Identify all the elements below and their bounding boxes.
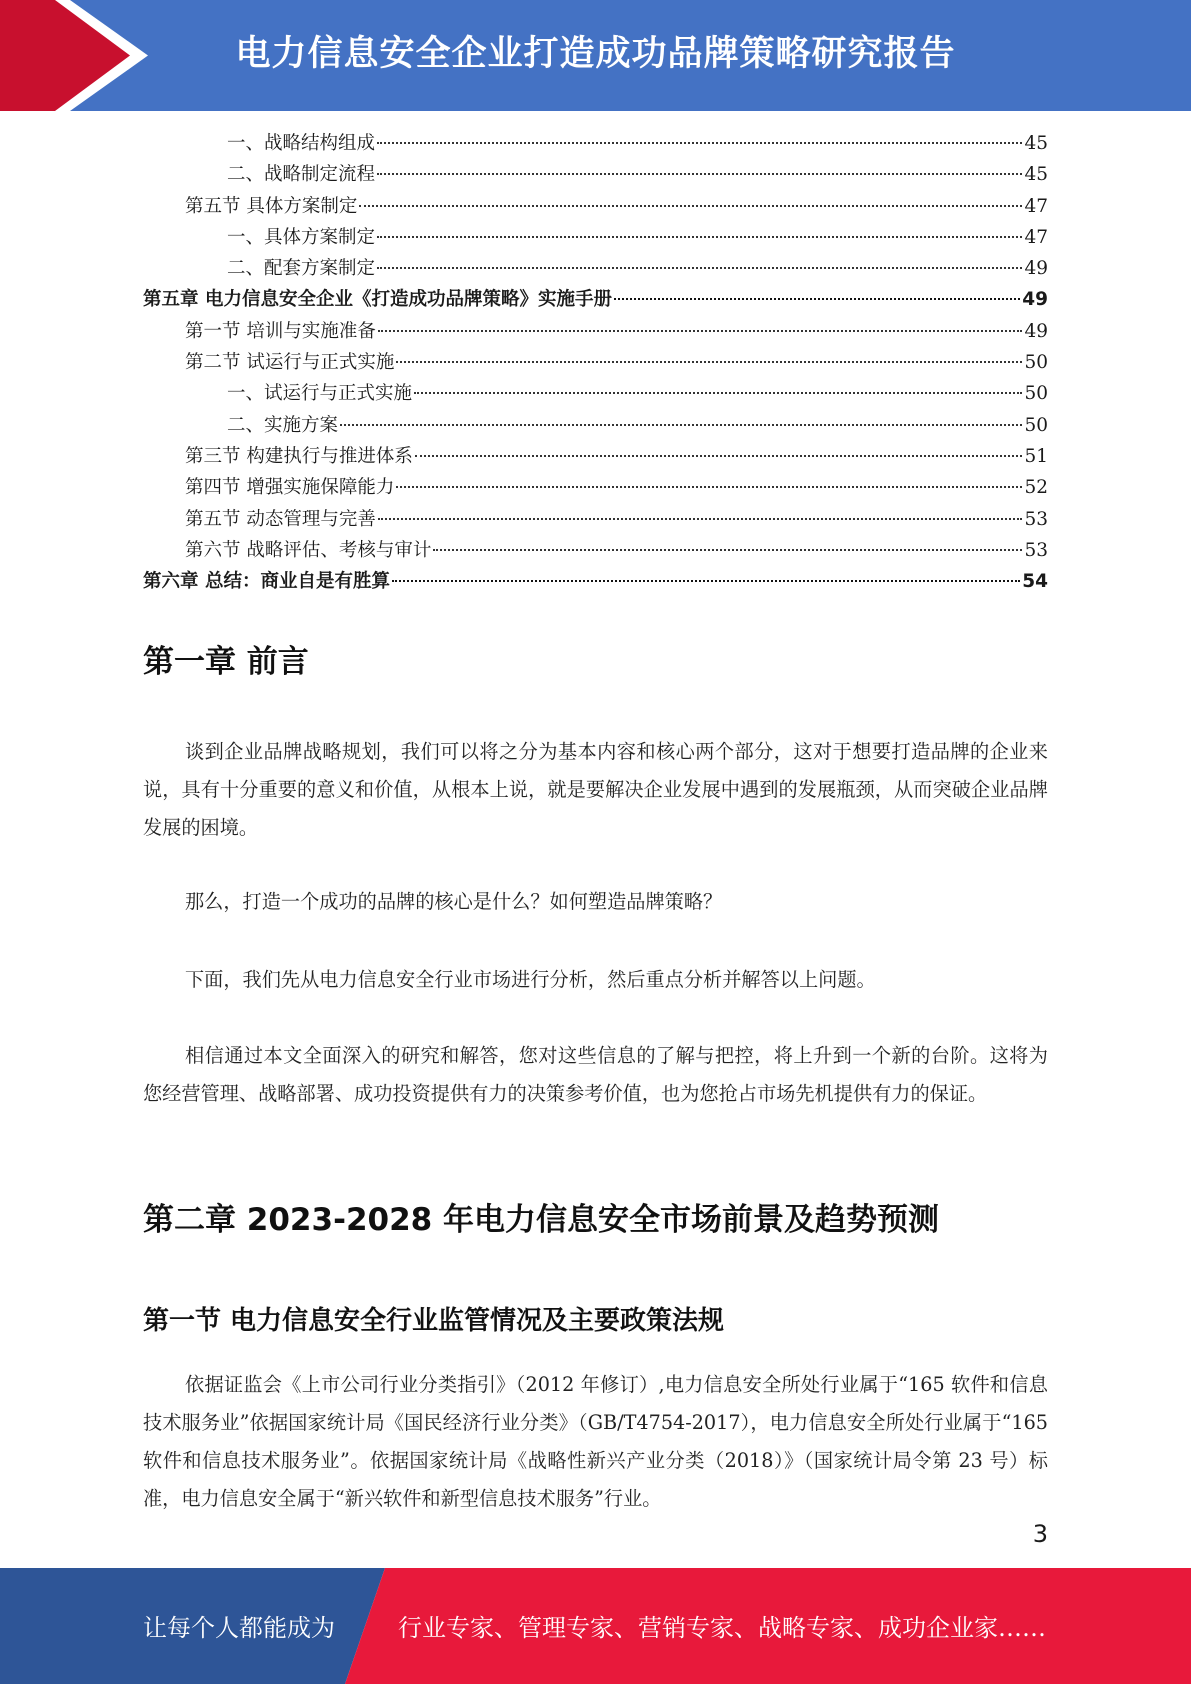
toc-entry-page: 49 [1024, 258, 1048, 280]
toc-entry[interactable] [143, 316, 1048, 347]
toc-entry[interactable] [143, 191, 1048, 222]
chapter-2-heading: 第二章 2023-2028 年电力信息安全市场前景及趋势预测 [143, 1202, 940, 1238]
toc-entry-page: 50 [1024, 383, 1048, 405]
toc-leader-dots [396, 486, 1022, 488]
chapter-1-paragraph-4: 相信通过本文全面深入的研究和解答，您对这些信息的了解与把控，将上升到一个新的台阶。这将为您经营管理、战略部署、成功投资提供有力的决策参考价值，也为您抢占市场先机提供有力的保证。 [143, 1044, 1048, 1105]
toc-leader-dots [392, 580, 1020, 582]
toc-entry-chapter[interactable] [143, 284, 1048, 315]
chapter-1-paragraph-3: 下面，我们先从电力信息安全行业市场进行分析，然后重点分析并解答以上问题。 [185, 968, 876, 991]
chevron-arrow-icon [0, 0, 160, 111]
toc-entry-page: 53 [1024, 539, 1048, 561]
toc-entry[interactable] [143, 222, 1048, 253]
toc-entry-page: 51 [1024, 445, 1048, 467]
toc-entry-page: 52 [1024, 477, 1048, 499]
toc-entry-page: 49 [1022, 289, 1048, 311]
toc-entry-page: 50 [1024, 414, 1048, 436]
footer-band [0, 1568, 1191, 1684]
toc-entry-label: 第五章 电力信息安全企业《打造成功品牌策略》实施手册 [143, 289, 612, 311]
report-title: 电力信息安全企业打造成功品牌策略研究报告 [235, 34, 956, 74]
toc-entry-label: 一、试运行与正式实施 [227, 383, 413, 405]
header-band [0, 0, 1191, 111]
toc-entry-label: 第一节 培训与实施准备 [185, 320, 376, 342]
toc-leader-dots [378, 330, 1023, 332]
toc-entry[interactable] [143, 535, 1048, 566]
toc-entry-page: 53 [1024, 508, 1048, 530]
toc-entry-label: 第六节 战略评估、考核与审计 [185, 539, 432, 561]
toc-entry-chapter[interactable] [143, 566, 1048, 597]
toc-entry[interactable] [143, 378, 1048, 409]
toc-entry-page: 47 [1024, 226, 1048, 248]
chapter-1-paragraph-2: 那么，打造一个成功的品牌的核心是什么？如何塑造品牌策略？ [185, 890, 723, 913]
toc-entry[interactable] [143, 159, 1048, 190]
toc-entry[interactable] [143, 504, 1048, 535]
toc-leader-dots [414, 392, 1022, 394]
toc-leader-dots [614, 298, 1020, 300]
toc-entry-label: 第三节 构建执行与推进体系 [185, 445, 413, 467]
toc-entry-page: 49 [1024, 320, 1048, 342]
toc-entry-page: 45 [1024, 164, 1048, 186]
toc-entry-label: 二、配套方案制定 [227, 258, 376, 280]
toc-leader-dots [340, 424, 1022, 426]
toc-entry[interactable] [143, 253, 1048, 284]
page-number: 3 [1032, 1520, 1048, 1548]
section-1-heading: 第一节 电力信息安全行业监管情况及主要政策法规 [143, 1306, 725, 1336]
toc-entry-label: 二、战略制定流程 [227, 164, 376, 186]
toc-entry-label: 第二节 试运行与正式实施 [185, 352, 395, 374]
chapter-1-heading: 第一章 前言 [143, 644, 309, 680]
toc-entry-page: 45 [1024, 133, 1048, 154]
toc-leader-dots [359, 205, 1022, 207]
toc-entry[interactable] [143, 347, 1048, 378]
toc-entry[interactable] [143, 441, 1048, 472]
section-1-paragraph: 依据证监会《上市公司行业分类指引》（2012 年修订）,电力信息安全所处行业属于“165 软件和信息技术服务业”依据国家统计局《国民经济行业分类》（GB/T4754-2017），电力信息安全所处行业属于“165 软件和信息技术服务业”。依据国家统计局《战略性新兴产业分类（2018）》（国家统计局令第 23 号）标准，电力信息安全属于“新兴软件和新型信息技术服务”行业。 [143, 1373, 1048, 1510]
toc-entry-label: 一、战略结构组成 [227, 133, 376, 154]
toc-leader-dots [378, 518, 1023, 520]
table-of-contents [143, 128, 1048, 597]
toc-entry[interactable] [143, 410, 1048, 441]
toc-entry-label: 第五节 具体方案制定 [185, 195, 358, 217]
toc-entry-label: 第六章 总结：商业自是有胜算 [143, 571, 390, 593]
toc-entry-label: 二、实施方案 [227, 414, 339, 436]
toc-leader-dots [377, 173, 1022, 175]
toc-leader-dots [377, 236, 1022, 238]
footer-slogan-right: 行业专家、管理专家、营销专家、战略专家、成功企业家…… [398, 1614, 1046, 1642]
toc-leader-dots [377, 267, 1022, 269]
toc-entry-label: 一、具体方案制定 [227, 226, 376, 248]
toc-entry-page: 54 [1022, 571, 1048, 593]
toc-leader-dots [396, 361, 1022, 363]
toc-entry-label: 第四节 增强实施保障能力 [185, 477, 395, 499]
toc-leader-dots [433, 549, 1022, 551]
footer-slogan-left: 让每个人都能成为 [143, 1614, 335, 1642]
toc-entry-page: 47 [1024, 195, 1048, 217]
chapter-1-paragraph-1: 谈到企业品牌战略规划，我们可以将之分为基本内容和核心两个部分，这对于想要打造品牌的企业来说，具有十分重要的意义和价值，从根本上说，就是要解决企业发展中遇到的发展瓶颈，从而突破企业品牌发展的困境。 [143, 740, 1048, 839]
toc-leader-dots [415, 455, 1023, 457]
toc-entry[interactable] [143, 472, 1048, 503]
toc-leader-dots [377, 142, 1022, 144]
toc-entry[interactable] [143, 128, 1048, 159]
toc-entry-page: 50 [1024, 352, 1048, 374]
toc-entry-label: 第五节 动态管理与完善 [185, 508, 376, 530]
